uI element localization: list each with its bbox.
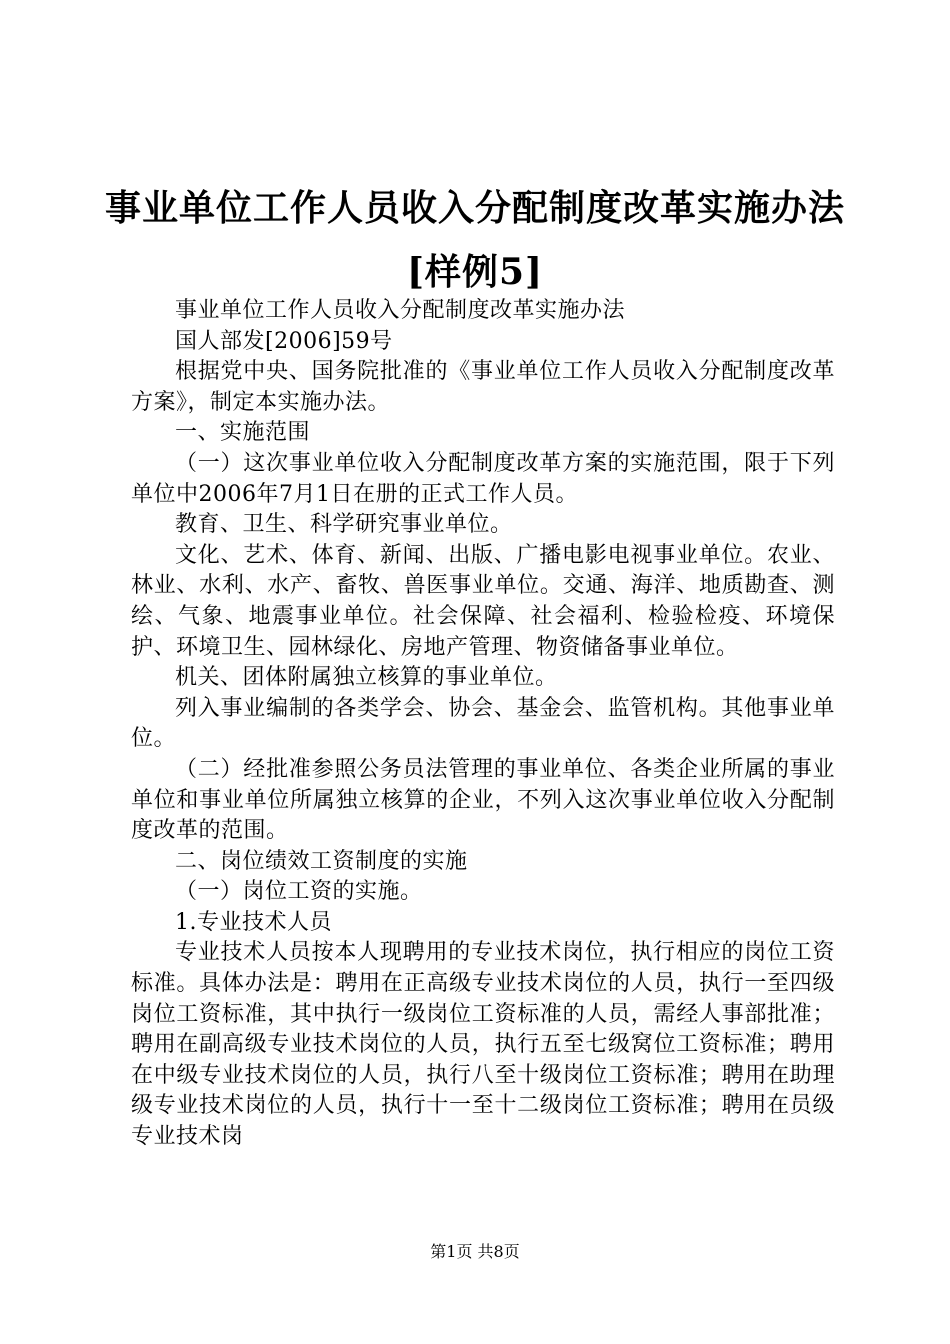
paragraph: 专业技术人员按本人现聘用的专业技术岗位，执行相应的岗位工资标准。具体办法是：聘用在正高级专业技术岗位的人员，执行一至四级岗位工资标准，其中执行一级岗位工资标准的人员，需经人事部批准；聘用在副高级专业技术岗位的人员，执行五至七级窝位工资标准；聘用在中级专业技术岗位的人员，执行八至十级岗位工资标准；聘用在助理级专业技术岗位的人员，执行十一至十二级岗位工资标准；聘用在员级专业技术岗 xyxy=(131,940,835,1150)
paragraph: 国人部发[2006]59号 xyxy=(175,328,393,354)
paragraph: 事业单位工作人员收入分配制度改革实施办法 xyxy=(175,298,626,323)
paragraph: 文化、艺术、体育、新闻、出版、广播电影电视事业单位。农业、林业、水利、水产、畜牧、兽医事业单位。交通、海洋、地质勘查、测绘、气象、地震事业单位。社会保障、社会福利、检验检疫、环境保护、环境卫生、园林绿化、房地产管理、物资储备事业单位。 xyxy=(131,542,835,660)
section-heading: 一、实施范围 xyxy=(175,420,311,446)
paragraph: 根据党中央、国务院批准的《事业单位工作人员收入分配制度改革方案》，制定本实施办法。 xyxy=(131,359,835,415)
subsection-heading: 1.专业技术人员 xyxy=(175,909,332,935)
paragraph: 列入事业编制的各类学会、协会、基金会、监管机构。其他事业单位。 xyxy=(131,695,835,752)
paragraph: 机关、团体附属独立核算的事业单位。 xyxy=(175,665,558,691)
document-title-line2: [样例5] xyxy=(406,251,544,293)
document-title-line1: 事业单位工作人员收入分配制度改革实施办法 xyxy=(104,187,845,229)
paragraph: （一）这次事业单位收入分配制度改革方案的实施范围，限于下列单位中2006年7月1日在册的正式工作人员。 xyxy=(131,450,835,507)
page-number-footer: 第1页 共8页 xyxy=(430,1242,520,1261)
paragraph: 教育、卫生、科学研究事业单位。 xyxy=(175,512,513,538)
document-body xyxy=(131,296,835,1153)
subsection-heading: （一）岗位工资的实施。 xyxy=(175,879,423,905)
section-heading: 二、岗位绩效工资制度的实施 xyxy=(175,848,468,874)
paragraph: （二）经批准参照公务员法管理的事业单位、各类企业所属的事业单位和事业单位所属独立核算的企业，不列入这次事业单位收入分配制度改革的范围。 xyxy=(131,756,835,844)
